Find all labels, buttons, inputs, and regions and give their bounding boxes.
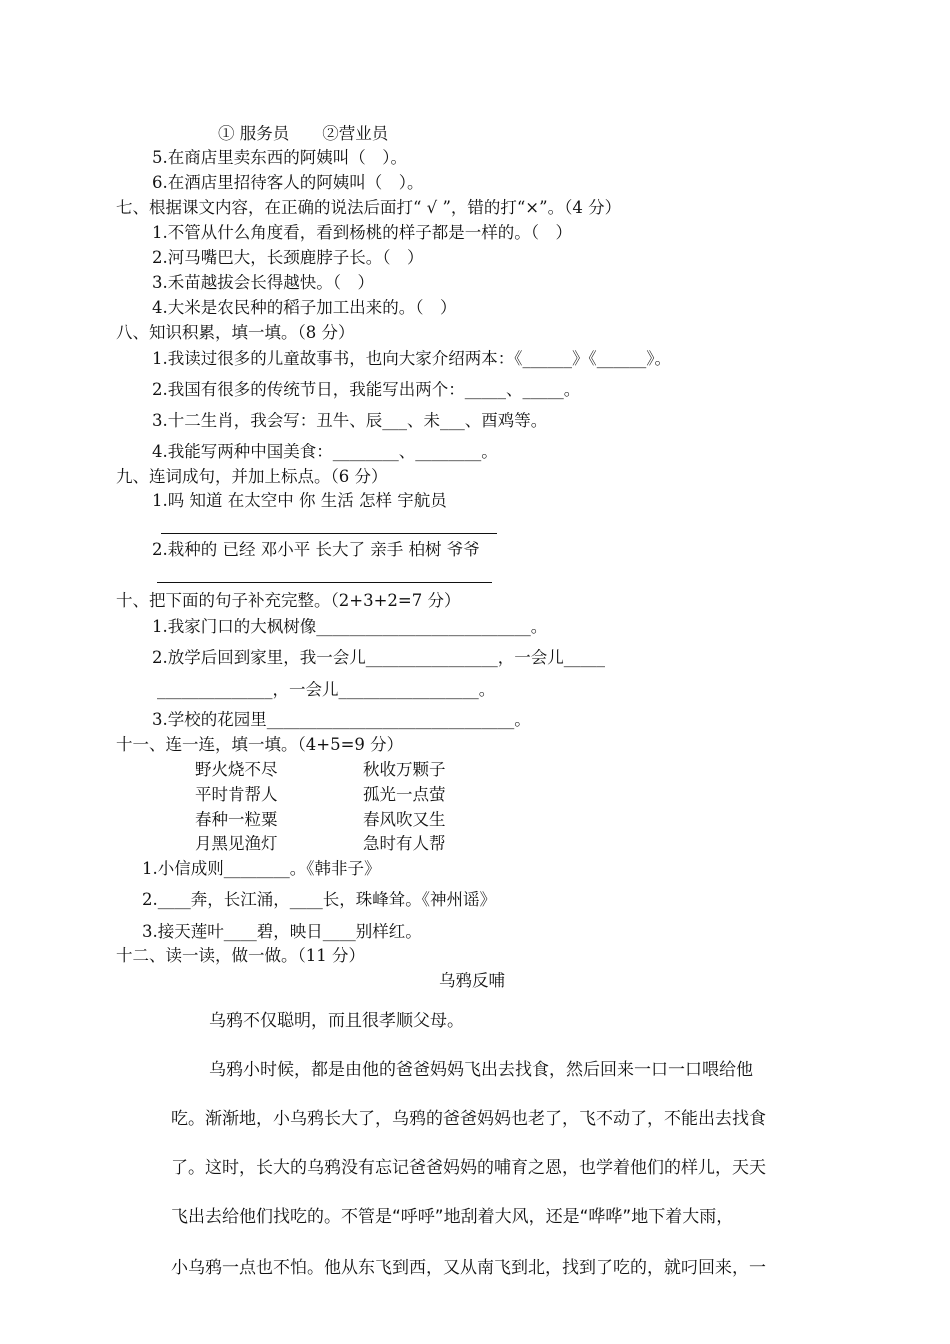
q7-item-1: 1.不管从什么角度看，看到杨桃的样子都是一样的。（ ） [152, 223, 572, 242]
q11-header: 十一、连一连，填一填。（4+5=9 分） [116, 735, 404, 754]
q9-answer-line-2[interactable] [157, 582, 492, 583]
q11-item-1: 1.小信成则________。《韩非子》 [142, 859, 381, 878]
q8-item-1: 1.我读过很多的儿童故事书，也向大家介绍两本：《______》《______》。 [152, 349, 671, 368]
q11-item-2: 2.____奔，长江涌，____长，珠峰耸。《神州谣》 [142, 890, 496, 909]
q7-item-4: 4.大米是农民种的稻子加工出来的。（ ） [152, 298, 457, 317]
q11-right-1[interactable]: 秋收万颗子 [363, 760, 446, 779]
q6-options: ① 服务员 ②营业员 [218, 124, 389, 143]
q9-answer-line-1[interactable] [161, 533, 497, 534]
q8-item-3: 3.十二生肖，我会写：丑牛、辰___、未___、酉鸡等。 [152, 411, 548, 430]
q11-item-3: 3.接天莲叶____碧，映日____别样红。 [142, 922, 422, 941]
q8-item-4: 4.我能写两种中国美食：________、________。 [152, 442, 498, 461]
q11-left-4[interactable]: 月黑见渔灯 [195, 834, 278, 853]
q12-header: 十二、读一读，做一做。（11 分） [116, 946, 365, 965]
q11-right-3[interactable]: 春风吹又生 [363, 810, 446, 829]
passage-line-5: 飞出去给他们找吃的。不管是“呼呼”地刮着大风，还是“哗哗”地下着大雨， [171, 1207, 734, 1227]
q9-item-1: 1.吗 知道 在太空中 你 生活 怎样 宇航员 [152, 491, 447, 510]
q6-item-6: 6.在酒店里招待客人的阿姨叫（ ）。 [152, 173, 424, 192]
q7-item-3: 3.禾苗越拔会长得越快。（ ） [152, 273, 374, 292]
passage-title: 乌鸦反哺 [439, 971, 505, 990]
q9-header: 九、连词成句，并加上标点。（6 分） [116, 467, 388, 486]
q8-item-2: 2.我国有很多的传统节日，我能写出两个：_____、_____。 [152, 380, 581, 399]
q7-item-2: 2.河马嘴巴大，长颈鹿脖子长。（ ） [152, 248, 424, 267]
q6-item-5: 5.在商店里卖东西的阿姨叫（ ）。 [152, 148, 407, 167]
q10-item-3: 3.学校的花园里______________________________。 [152, 710, 531, 729]
passage-line-2: 乌鸦小时候，都是由他的爸爸妈妈飞出去找食，然后回来一口一口喂给他 [209, 1060, 753, 1080]
passage-line-4: 了。这时，长大的乌鸦没有忘记爸爸妈妈的哺育之恩，也学着他们的样儿，天天 [171, 1158, 766, 1178]
q8-header: 八、知识积累，填一填。（8 分） [116, 323, 355, 342]
passage-line-3: 吃。渐渐地，小乌鸦长大了，乌鸦的爸爸妈妈也老了，飞不动了，不能出去找食 [171, 1109, 766, 1129]
q9-item-2: 2.栽种的 已经 邓小平 长大了 亲手 柏树 爷爷 [152, 540, 480, 559]
q10-item-2-cont: ______________，一会儿_________________。 [157, 680, 496, 699]
q10-item-2: 2.放学后回到家里，我一会儿________________，一会儿_____ [152, 648, 605, 667]
passage-line-1: 乌鸦不仅聪明，而且很孝顺父母。 [209, 1011, 464, 1031]
q11-left-2[interactable]: 平时肯帮人 [195, 785, 278, 804]
q11-right-2[interactable]: 孤光一点萤 [363, 785, 446, 804]
q11-left-1[interactable]: 野火烧不尽 [195, 760, 278, 779]
q10-item-1: 1.我家门口的大枫树像__________________________。 [152, 617, 548, 636]
q11-right-4[interactable]: 急时有人帮 [363, 834, 446, 853]
q10-header: 十、把下面的句子补充完整。（2+3+2=7 分） [116, 591, 461, 610]
q7-header: 七、根据课文内容，在正确的说法后面打“ √ ”，错的打“×”。（4 分） [116, 198, 622, 217]
passage-line-6: 小乌鸦一点也不怕。他从东飞到西，又从南飞到北，找到了吃的，就叼回来，一 [171, 1258, 766, 1278]
q11-left-3[interactable]: 春种一粒粟 [195, 810, 278, 829]
